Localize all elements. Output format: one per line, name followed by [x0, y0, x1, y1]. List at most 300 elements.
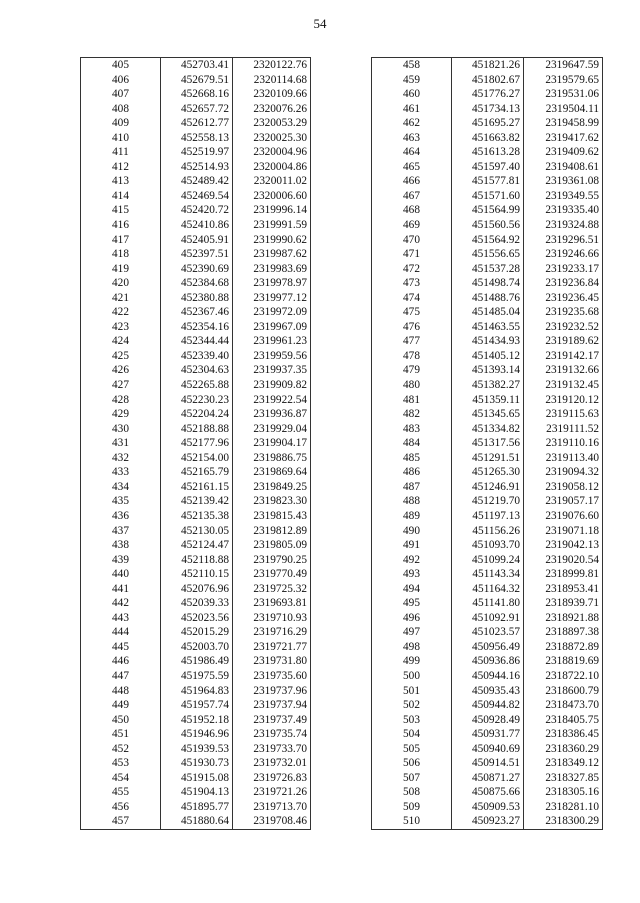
x-coordinate-cell: 450936.86	[452, 654, 524, 669]
point-number-cell: 430	[81, 422, 161, 437]
x-coordinate-cell: 451975.59	[161, 669, 233, 684]
x-coordinate-cell: 451334.82	[452, 422, 524, 437]
table-row	[81, 538, 311, 553]
point-number-cell: 432	[81, 451, 161, 466]
point-number-cell: 455	[81, 785, 161, 800]
table-row	[372, 174, 603, 189]
x-coordinate-cell: 452110.15	[161, 567, 233, 582]
table-row	[81, 102, 311, 117]
x-coordinate-cell: 451986.49	[161, 654, 233, 669]
point-number-cell: 510	[372, 814, 452, 829]
table-row	[81, 160, 311, 175]
point-number-cell: 450	[81, 713, 161, 728]
y-coordinate-cell: 2319849.25	[233, 480, 311, 495]
table-row	[81, 116, 311, 131]
point-number-cell: 459	[372, 73, 452, 88]
x-coordinate-cell: 451197.13	[452, 509, 524, 524]
x-coordinate-cell: 451695.27	[452, 116, 524, 131]
x-coordinate-cell: 452304.63	[161, 363, 233, 378]
x-coordinate-cell: 450875.66	[452, 785, 524, 800]
y-coordinate-cell: 2319042.13	[524, 538, 603, 553]
point-number-cell: 460	[372, 87, 452, 102]
table-row	[81, 582, 311, 597]
table-row	[372, 465, 603, 480]
x-coordinate-cell: 452177.96	[161, 436, 233, 451]
y-coordinate-cell: 2319647.59	[524, 58, 603, 73]
x-coordinate-cell: 451597.40	[452, 160, 524, 175]
table-row	[372, 771, 603, 786]
point-number-cell: 490	[372, 524, 452, 539]
y-coordinate-cell: 2319120.12	[524, 393, 603, 408]
x-coordinate-cell: 452139.42	[161, 494, 233, 509]
x-coordinate-cell: 451143.34	[452, 567, 524, 582]
y-coordinate-cell: 2319978.97	[233, 276, 311, 291]
y-coordinate-cell: 2319959.56	[233, 349, 311, 364]
y-coordinate-cell: 2318897.38	[524, 625, 603, 640]
table-row	[372, 567, 603, 582]
point-number-cell: 444	[81, 625, 161, 640]
y-coordinate-cell: 2319805.09	[233, 538, 311, 553]
x-coordinate-cell: 451571.60	[452, 189, 524, 204]
table-row	[81, 654, 311, 669]
x-coordinate-cell: 451246.91	[452, 480, 524, 495]
y-coordinate-cell: 2320004.96	[233, 145, 311, 160]
x-coordinate-cell: 452703.41	[161, 58, 233, 73]
y-coordinate-cell: 2319132.45	[524, 378, 603, 393]
y-coordinate-cell: 2319020.54	[524, 553, 603, 568]
table-row	[81, 349, 311, 364]
table-row	[81, 334, 311, 349]
point-number-cell: 414	[81, 189, 161, 204]
table-row	[81, 276, 311, 291]
x-coordinate-cell: 452390.69	[161, 262, 233, 277]
point-number-cell: 456	[81, 800, 161, 815]
x-coordinate-cell: 451930.73	[161, 756, 233, 771]
table-row	[81, 640, 311, 655]
y-coordinate-cell: 2319726.83	[233, 771, 311, 786]
y-coordinate-cell: 2319504.11	[524, 102, 603, 117]
y-coordinate-cell: 2319233.17	[524, 262, 603, 277]
table-row	[372, 684, 603, 699]
x-coordinate-cell: 451485.04	[452, 305, 524, 320]
point-number-cell: 473	[372, 276, 452, 291]
x-coordinate-cell: 451382.27	[452, 378, 524, 393]
table-row	[372, 451, 603, 466]
point-number-cell: 472	[372, 262, 452, 277]
x-coordinate-cell: 450928.49	[452, 713, 524, 728]
coordinates-table-left	[80, 57, 311, 830]
table-row	[81, 262, 311, 277]
point-number-cell: 443	[81, 611, 161, 626]
point-number-cell: 439	[81, 553, 161, 568]
x-coordinate-cell: 452039.33	[161, 596, 233, 611]
y-coordinate-cell: 2319790.25	[233, 553, 311, 568]
x-coordinate-cell: 452188.88	[161, 422, 233, 437]
point-number-cell: 416	[81, 218, 161, 233]
x-coordinate-cell: 450944.16	[452, 669, 524, 684]
y-coordinate-cell: 2318953.41	[524, 582, 603, 597]
point-number-cell: 419	[81, 262, 161, 277]
point-number-cell: 504	[372, 727, 452, 742]
point-number-cell: 447	[81, 669, 161, 684]
y-coordinate-cell: 2318999.81	[524, 567, 603, 582]
x-coordinate-cell: 451141.80	[452, 596, 524, 611]
y-coordinate-cell: 2319409.62	[524, 145, 603, 160]
x-coordinate-cell: 451488.76	[452, 291, 524, 306]
y-coordinate-cell: 2320004.86	[233, 160, 311, 175]
point-number-cell: 501	[372, 684, 452, 699]
x-coordinate-cell: 450931.77	[452, 727, 524, 742]
x-coordinate-cell: 451952.18	[161, 713, 233, 728]
point-number-cell: 448	[81, 684, 161, 699]
y-coordinate-cell: 2319886.75	[233, 451, 311, 466]
x-coordinate-cell: 452420.72	[161, 203, 233, 218]
y-coordinate-cell: 2319708.46	[233, 814, 311, 829]
y-coordinate-cell: 2319111.52	[524, 422, 603, 437]
point-number-cell: 500	[372, 669, 452, 684]
table-row	[372, 654, 603, 669]
table-row	[372, 611, 603, 626]
x-coordinate-cell: 452397.51	[161, 247, 233, 262]
point-number-cell: 483	[372, 422, 452, 437]
point-number-cell: 471	[372, 247, 452, 262]
y-coordinate-cell: 2319710.93	[233, 611, 311, 626]
x-coordinate-cell: 452410.86	[161, 218, 233, 233]
point-number-cell: 499	[372, 654, 452, 669]
table-row	[81, 480, 311, 495]
point-number-cell: 505	[372, 742, 452, 757]
table-row	[372, 727, 603, 742]
y-coordinate-cell: 2319732.01	[233, 756, 311, 771]
page-number: 54	[313, 16, 327, 31]
x-coordinate-cell: 451776.27	[452, 87, 524, 102]
table-row	[81, 524, 311, 539]
table-row	[81, 742, 311, 757]
table-row	[81, 436, 311, 451]
x-coordinate-cell: 451564.92	[452, 233, 524, 248]
y-coordinate-cell: 2319236.84	[524, 276, 603, 291]
y-coordinate-cell: 2318405.75	[524, 713, 603, 728]
table-row	[372, 814, 603, 829]
table-row	[372, 538, 603, 553]
table-row	[372, 160, 603, 175]
table-row	[81, 291, 311, 306]
y-coordinate-cell: 2319991.59	[233, 218, 311, 233]
y-coordinate-cell: 2319737.96	[233, 684, 311, 699]
x-coordinate-cell: 452204.24	[161, 407, 233, 422]
table-row	[372, 393, 603, 408]
table-row	[372, 524, 603, 539]
x-coordinate-cell: 451359.11	[452, 393, 524, 408]
x-coordinate-cell: 452384.68	[161, 276, 233, 291]
point-number-cell: 451	[81, 727, 161, 742]
y-coordinate-cell: 2318300.29	[524, 814, 603, 829]
x-coordinate-cell: 451393.14	[452, 363, 524, 378]
point-number-cell: 437	[81, 524, 161, 539]
point-number-cell: 466	[372, 174, 452, 189]
x-coordinate-cell: 452489.42	[161, 174, 233, 189]
y-coordinate-cell: 2319990.62	[233, 233, 311, 248]
y-coordinate-cell: 2320109.66	[233, 87, 311, 102]
x-coordinate-cell: 451265.30	[452, 465, 524, 480]
point-number-cell: 418	[81, 247, 161, 262]
x-coordinate-cell: 452612.77	[161, 116, 233, 131]
table-row	[81, 698, 311, 713]
y-coordinate-cell: 2319235.68	[524, 305, 603, 320]
x-coordinate-cell: 451291.51	[452, 451, 524, 466]
y-coordinate-cell: 2319417.62	[524, 131, 603, 146]
y-coordinate-cell: 2320006.60	[233, 189, 311, 204]
y-coordinate-cell: 2320122.76	[233, 58, 311, 73]
table-row	[372, 422, 603, 437]
table-row	[372, 247, 603, 262]
point-number-cell: 491	[372, 538, 452, 553]
y-coordinate-cell: 2319693.81	[233, 596, 311, 611]
x-coordinate-cell: 452657.72	[161, 102, 233, 117]
y-coordinate-cell: 2319815.43	[233, 509, 311, 524]
point-number-cell: 409	[81, 116, 161, 131]
table-row	[81, 233, 311, 248]
table-row	[81, 131, 311, 146]
x-coordinate-cell: 452469.54	[161, 189, 233, 204]
table-row	[372, 276, 603, 291]
point-number-cell: 507	[372, 771, 452, 786]
point-number-cell: 405	[81, 58, 161, 73]
x-coordinate-cell: 452405.91	[161, 233, 233, 248]
x-coordinate-cell: 452519.97	[161, 145, 233, 160]
x-coordinate-cell: 451498.74	[452, 276, 524, 291]
table-row	[372, 785, 603, 800]
y-coordinate-cell: 2320114.68	[233, 73, 311, 88]
y-coordinate-cell: 2319071.18	[524, 524, 603, 539]
table-row	[372, 494, 603, 509]
point-number-cell: 474	[372, 291, 452, 306]
x-coordinate-cell: 451564.99	[452, 203, 524, 218]
table-row	[372, 582, 603, 597]
x-coordinate-cell: 451663.82	[452, 131, 524, 146]
point-number-cell: 503	[372, 713, 452, 728]
table-row	[372, 73, 603, 88]
y-coordinate-cell: 2318305.16	[524, 785, 603, 800]
point-number-cell: 458	[372, 58, 452, 73]
x-coordinate-cell: 452265.88	[161, 378, 233, 393]
table-row	[372, 305, 603, 320]
y-coordinate-cell: 2319057.17	[524, 494, 603, 509]
x-coordinate-cell: 451405.12	[452, 349, 524, 364]
point-number-cell: 422	[81, 305, 161, 320]
y-coordinate-cell: 2319115.63	[524, 407, 603, 422]
x-coordinate-cell: 451537.28	[452, 262, 524, 277]
point-number-cell: 508	[372, 785, 452, 800]
table-row	[372, 669, 603, 684]
table-row	[372, 145, 603, 160]
point-number-cell: 433	[81, 465, 161, 480]
y-coordinate-cell: 2319132.66	[524, 363, 603, 378]
table-row	[81, 596, 311, 611]
x-coordinate-cell: 451092.91	[452, 611, 524, 626]
point-number-cell: 482	[372, 407, 452, 422]
y-coordinate-cell: 2319735.74	[233, 727, 311, 742]
point-number-cell: 464	[372, 145, 452, 160]
x-coordinate-cell: 452679.51	[161, 73, 233, 88]
x-coordinate-cell: 451915.08	[161, 771, 233, 786]
point-number-cell: 435	[81, 494, 161, 509]
point-number-cell: 484	[372, 436, 452, 451]
table-row	[81, 684, 311, 699]
x-coordinate-cell: 452668.16	[161, 87, 233, 102]
x-coordinate-cell: 451560.56	[452, 218, 524, 233]
x-coordinate-cell: 450914.51	[452, 756, 524, 771]
y-coordinate-cell: 2318473.70	[524, 698, 603, 713]
x-coordinate-cell: 451219.70	[452, 494, 524, 509]
table-row	[372, 189, 603, 204]
point-number-cell: 481	[372, 393, 452, 408]
table-row	[81, 553, 311, 568]
table-row	[372, 640, 603, 655]
table-row	[81, 378, 311, 393]
x-coordinate-cell: 450956.49	[452, 640, 524, 655]
point-number-cell: 462	[372, 116, 452, 131]
table-row	[372, 378, 603, 393]
table-row	[372, 320, 603, 335]
x-coordinate-cell: 452230.23	[161, 393, 233, 408]
x-coordinate-cell: 450871.27	[452, 771, 524, 786]
table-row	[372, 262, 603, 277]
point-number-cell: 423	[81, 320, 161, 335]
point-number-cell: 420	[81, 276, 161, 291]
y-coordinate-cell: 2319770.49	[233, 567, 311, 582]
y-coordinate-cell: 2318327.85	[524, 771, 603, 786]
x-coordinate-cell: 452339.40	[161, 349, 233, 364]
x-coordinate-cell: 450944.82	[452, 698, 524, 713]
table-row	[81, 494, 311, 509]
x-coordinate-cell: 451164.32	[452, 582, 524, 597]
table-row	[372, 363, 603, 378]
point-number-cell: 488	[372, 494, 452, 509]
x-coordinate-cell: 452003.70	[161, 640, 233, 655]
x-coordinate-cell: 451577.81	[452, 174, 524, 189]
x-coordinate-cell: 451345.65	[452, 407, 524, 422]
x-coordinate-cell: 451904.13	[161, 785, 233, 800]
y-coordinate-cell: 2318939.71	[524, 596, 603, 611]
x-coordinate-cell: 451434.93	[452, 334, 524, 349]
point-number-cell: 441	[81, 582, 161, 597]
point-number-cell: 454	[81, 771, 161, 786]
x-coordinate-cell: 451895.77	[161, 800, 233, 815]
table-row	[81, 247, 311, 262]
point-number-cell: 469	[372, 218, 452, 233]
table-row	[372, 349, 603, 364]
x-coordinate-cell: 451093.70	[452, 538, 524, 553]
y-coordinate-cell: 2319721.26	[233, 785, 311, 800]
y-coordinate-cell: 2319735.60	[233, 669, 311, 684]
y-coordinate-cell: 2318349.12	[524, 756, 603, 771]
table-row	[372, 102, 603, 117]
y-coordinate-cell: 2319058.12	[524, 480, 603, 495]
y-coordinate-cell: 2319246.66	[524, 247, 603, 262]
y-coordinate-cell: 2319731.80	[233, 654, 311, 669]
y-coordinate-cell: 2318386.45	[524, 727, 603, 742]
point-number-cell: 411	[81, 145, 161, 160]
y-coordinate-cell: 2319579.65	[524, 73, 603, 88]
table-row	[81, 218, 311, 233]
x-coordinate-cell: 451939.53	[161, 742, 233, 757]
x-coordinate-cell: 451802.67	[452, 73, 524, 88]
table-row	[372, 553, 603, 568]
table-row	[372, 116, 603, 131]
y-coordinate-cell: 2319987.62	[233, 247, 311, 262]
table-row	[372, 800, 603, 815]
table-row	[81, 174, 311, 189]
point-number-cell: 428	[81, 393, 161, 408]
x-coordinate-cell: 452354.16	[161, 320, 233, 335]
y-coordinate-cell: 2319929.04	[233, 422, 311, 437]
y-coordinate-cell: 2319936.87	[233, 407, 311, 422]
table-row	[81, 509, 311, 524]
y-coordinate-cell: 2319113.40	[524, 451, 603, 466]
point-number-cell: 452	[81, 742, 161, 757]
y-coordinate-cell: 2319110.16	[524, 436, 603, 451]
point-number-cell: 486	[372, 465, 452, 480]
table-row	[81, 756, 311, 771]
table-row	[81, 145, 311, 160]
x-coordinate-cell: 451099.24	[452, 553, 524, 568]
point-number-cell: 498	[372, 640, 452, 655]
y-coordinate-cell: 2319725.32	[233, 582, 311, 597]
y-coordinate-cell: 2318281.10	[524, 800, 603, 815]
point-number-cell: 485	[372, 451, 452, 466]
table-row	[372, 698, 603, 713]
table-row	[81, 625, 311, 640]
point-number-cell: 506	[372, 756, 452, 771]
y-coordinate-cell: 2319977.12	[233, 291, 311, 306]
y-coordinate-cell: 2318819.69	[524, 654, 603, 669]
y-coordinate-cell: 2319361.08	[524, 174, 603, 189]
x-coordinate-cell: 451946.96	[161, 727, 233, 742]
x-coordinate-cell: 452165.79	[161, 465, 233, 480]
point-number-cell: 502	[372, 698, 452, 713]
point-number-cell: 493	[372, 567, 452, 582]
point-number-cell: 489	[372, 509, 452, 524]
table-row	[81, 203, 311, 218]
point-number-cell: 468	[372, 203, 452, 218]
table-row	[372, 713, 603, 728]
point-number-cell: 492	[372, 553, 452, 568]
y-coordinate-cell: 2319983.69	[233, 262, 311, 277]
table-row	[372, 131, 603, 146]
point-number-cell: 424	[81, 334, 161, 349]
x-coordinate-cell: 451880.64	[161, 814, 233, 829]
point-number-cell: 438	[81, 538, 161, 553]
y-coordinate-cell: 2319737.94	[233, 698, 311, 713]
y-coordinate-cell: 2319458.99	[524, 116, 603, 131]
y-coordinate-cell: 2318722.10	[524, 669, 603, 684]
point-number-cell: 461	[372, 102, 452, 117]
point-number-cell: 421	[81, 291, 161, 306]
y-coordinate-cell: 2319721.77	[233, 640, 311, 655]
y-coordinate-cell: 2319909.82	[233, 378, 311, 393]
y-coordinate-cell: 2320011.02	[233, 174, 311, 189]
point-number-cell: 487	[372, 480, 452, 495]
x-coordinate-cell: 452558.13	[161, 131, 233, 146]
y-coordinate-cell: 2319961.23	[233, 334, 311, 349]
x-coordinate-cell: 450935.43	[452, 684, 524, 699]
point-number-cell: 427	[81, 378, 161, 393]
x-coordinate-cell: 452380.88	[161, 291, 233, 306]
point-number-cell: 475	[372, 305, 452, 320]
y-coordinate-cell: 2319531.06	[524, 87, 603, 102]
y-coordinate-cell: 2319408.61	[524, 160, 603, 175]
